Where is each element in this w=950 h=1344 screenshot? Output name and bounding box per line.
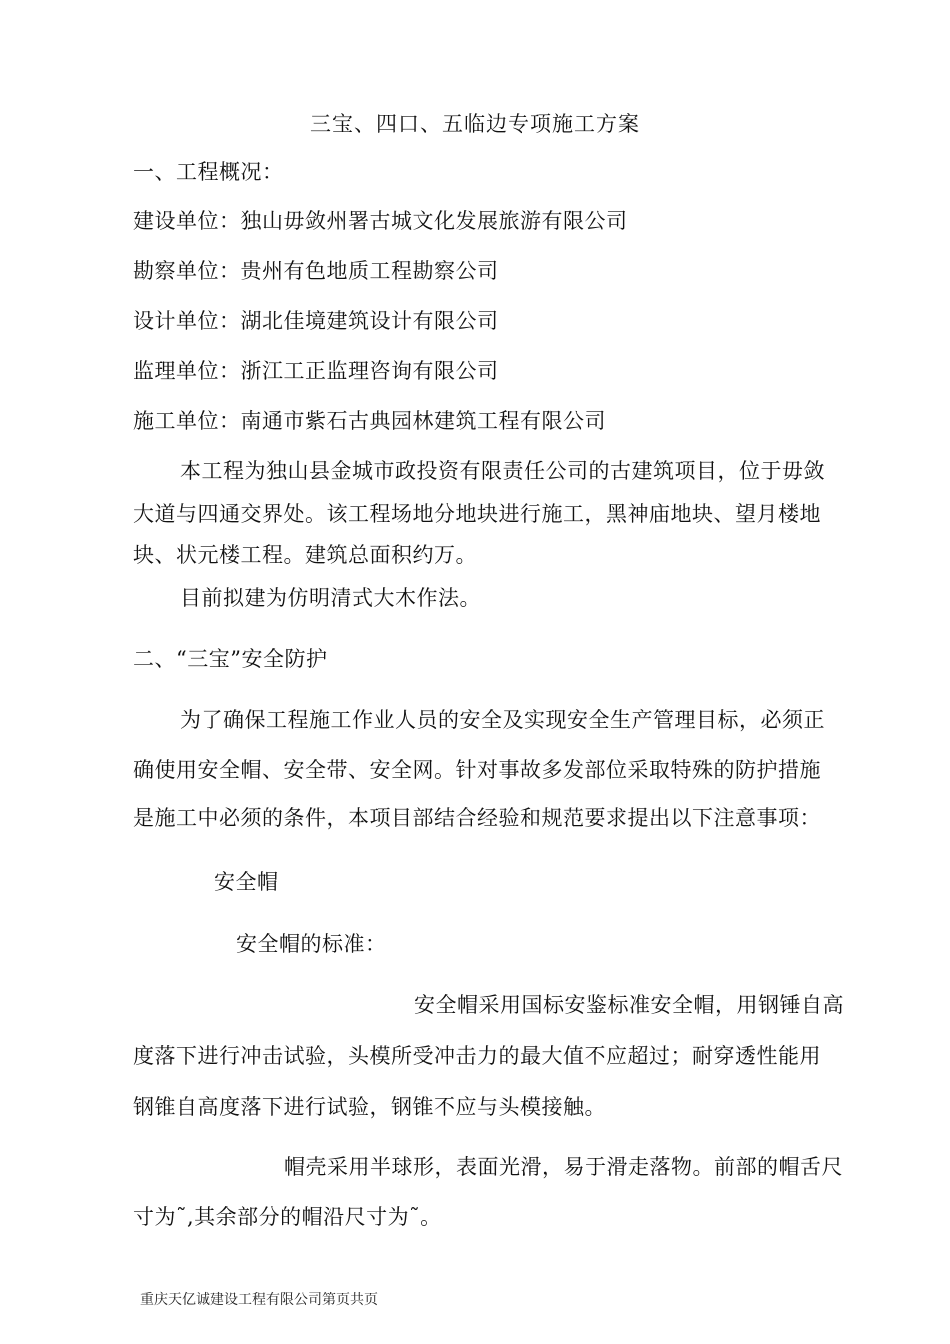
page-footer: 重庆天亿诚建设工程有限公司第页共页 — [140, 1292, 378, 1308]
overview-paragraph-line: 块、状元楼工程。建筑总面积约万。 — [133, 543, 477, 567]
helmet-standard-line: 度落下进行冲击试验，头模所受冲击力的最大值不应超过；耐穿透性能用 — [133, 1044, 821, 1068]
method-paragraph: 目前拟建为仿明清式大木作法。 — [180, 586, 481, 610]
unit-survey: 勘察单位：贵州有色地质工程勘察公司 — [133, 259, 499, 283]
unit-contractor: 施工单位：南通市紫石古典园林建筑工程有限公司 — [133, 409, 606, 433]
overview-paragraph-line: 本工程为独山县金城市政投资有限责任公司的古建筑项目，位于毋敛 — [180, 459, 825, 483]
document-title: 三宝、四口、五临边专项施工方案 — [310, 112, 640, 136]
helmet-shell-line: 帽壳采用半球形，表面光滑，易于滑走落物。前部的帽舌尺 — [284, 1155, 843, 1179]
helmet-standard-line: 钢锥自高度落下进行试验，钢锥不应与头模接触。 — [133, 1095, 606, 1119]
safety-paragraph-line: 为了确保工程施工作业人员的安全及实现安全生产管理目标，必须正 — [180, 708, 825, 732]
helmet-standard-heading: 安全帽的标准： — [236, 932, 387, 956]
helmet-subheading: 安全帽 — [214, 870, 279, 894]
safety-paragraph-line: 确使用安全帽、安全带、安全网。针对事故多发部位采取特殊的防护措施 — [133, 758, 821, 782]
unit-supervision: 监理单位：浙江工正监理咨询有限公司 — [133, 359, 499, 383]
helmet-standard-line: 安全帽采用国标安鉴标准安全帽，用钢锤自高 — [414, 993, 844, 1017]
safety-paragraph-line: 是施工中必须的条件，本项目部结合经验和规范要求提出以下注意事项： — [133, 806, 821, 830]
unit-construction: 建设单位：独山毋敛州署古城文化发展旅游有限公司 — [133, 209, 628, 233]
section1-heading: 一、工程概况： — [133, 160, 284, 184]
section2-heading: 二、“三宝”安全防护 — [133, 647, 328, 671]
overview-paragraph-line: 大道与四通交界处。该工程场地分地块进行施工，黑神庙地块、望月楼地 — [133, 502, 821, 526]
helmet-shell-line: 寸为˜,其余部分的帽沿尺寸为˜。 — [133, 1205, 442, 1229]
unit-design: 设计单位：湖北佳境建筑设计有限公司 — [133, 309, 499, 333]
